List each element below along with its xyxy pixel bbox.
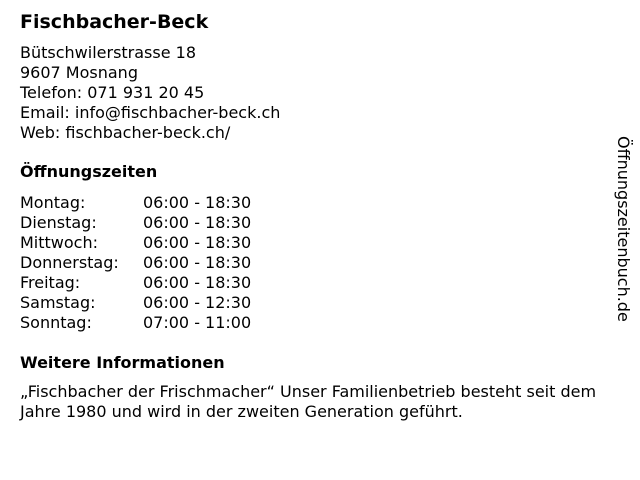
day-label: Mittwoch: [20, 233, 98, 252]
time-range: 06:00 - 18:30 [143, 213, 252, 232]
street-address: Bütschwilerstrasse 18 [20, 43, 197, 62]
day-label: Donnerstag: [20, 253, 119, 272]
time-range: 07:00 - 11:00 [143, 313, 252, 332]
day-label: Dienstag: [20, 213, 97, 232]
day-label: Freitag: [20, 273, 81, 292]
website-line: Web: fischbacher-beck.ch/ [20, 123, 231, 142]
day-label: Samstag: [20, 293, 96, 312]
business-name: Fischbacher-Beck [20, 11, 209, 33]
time-range: 06:00 - 18:30 [143, 233, 252, 252]
hours-row-saturday [20, 293, 600, 313]
business-card [20, 9, 600, 438]
hours-row-tuesday [20, 213, 600, 233]
day-label: Sonntag: [20, 313, 92, 332]
time-range: 06:00 - 12:30 [143, 293, 252, 312]
hours-row-monday [20, 193, 600, 213]
email-line: Email: info@fischbacher-beck.ch [20, 103, 281, 122]
hours-row-friday [20, 273, 600, 293]
further-info-heading: Weitere Informationen [20, 353, 225, 372]
opening-hours-heading: Öffnungszeiten [20, 162, 158, 181]
contact-block [20, 43, 600, 143]
postal-city: 9607 Mosnang [20, 63, 138, 82]
hours-row-thursday [20, 253, 600, 273]
time-range: 06:00 - 18:30 [143, 253, 252, 272]
further-info-text: „Fischbacher der Frischmacher“ Unser Familienbetrieb besteht seit dem Jahre 1980 und wird in der zweiten Generation geführt. [20, 382, 597, 421]
opening-hours-table [20, 193, 600, 333]
time-range: 06:00 - 18:30 [143, 273, 252, 292]
phone-line: Telefon: 071 931 20 45 [20, 83, 205, 102]
site-watermark: Öffnungszeitenbuch.de [614, 136, 633, 322]
hours-row-sunday [20, 313, 600, 333]
time-range: 06:00 - 18:30 [143, 193, 252, 212]
hours-row-wednesday [20, 233, 600, 253]
day-label: Montag: [20, 193, 86, 212]
